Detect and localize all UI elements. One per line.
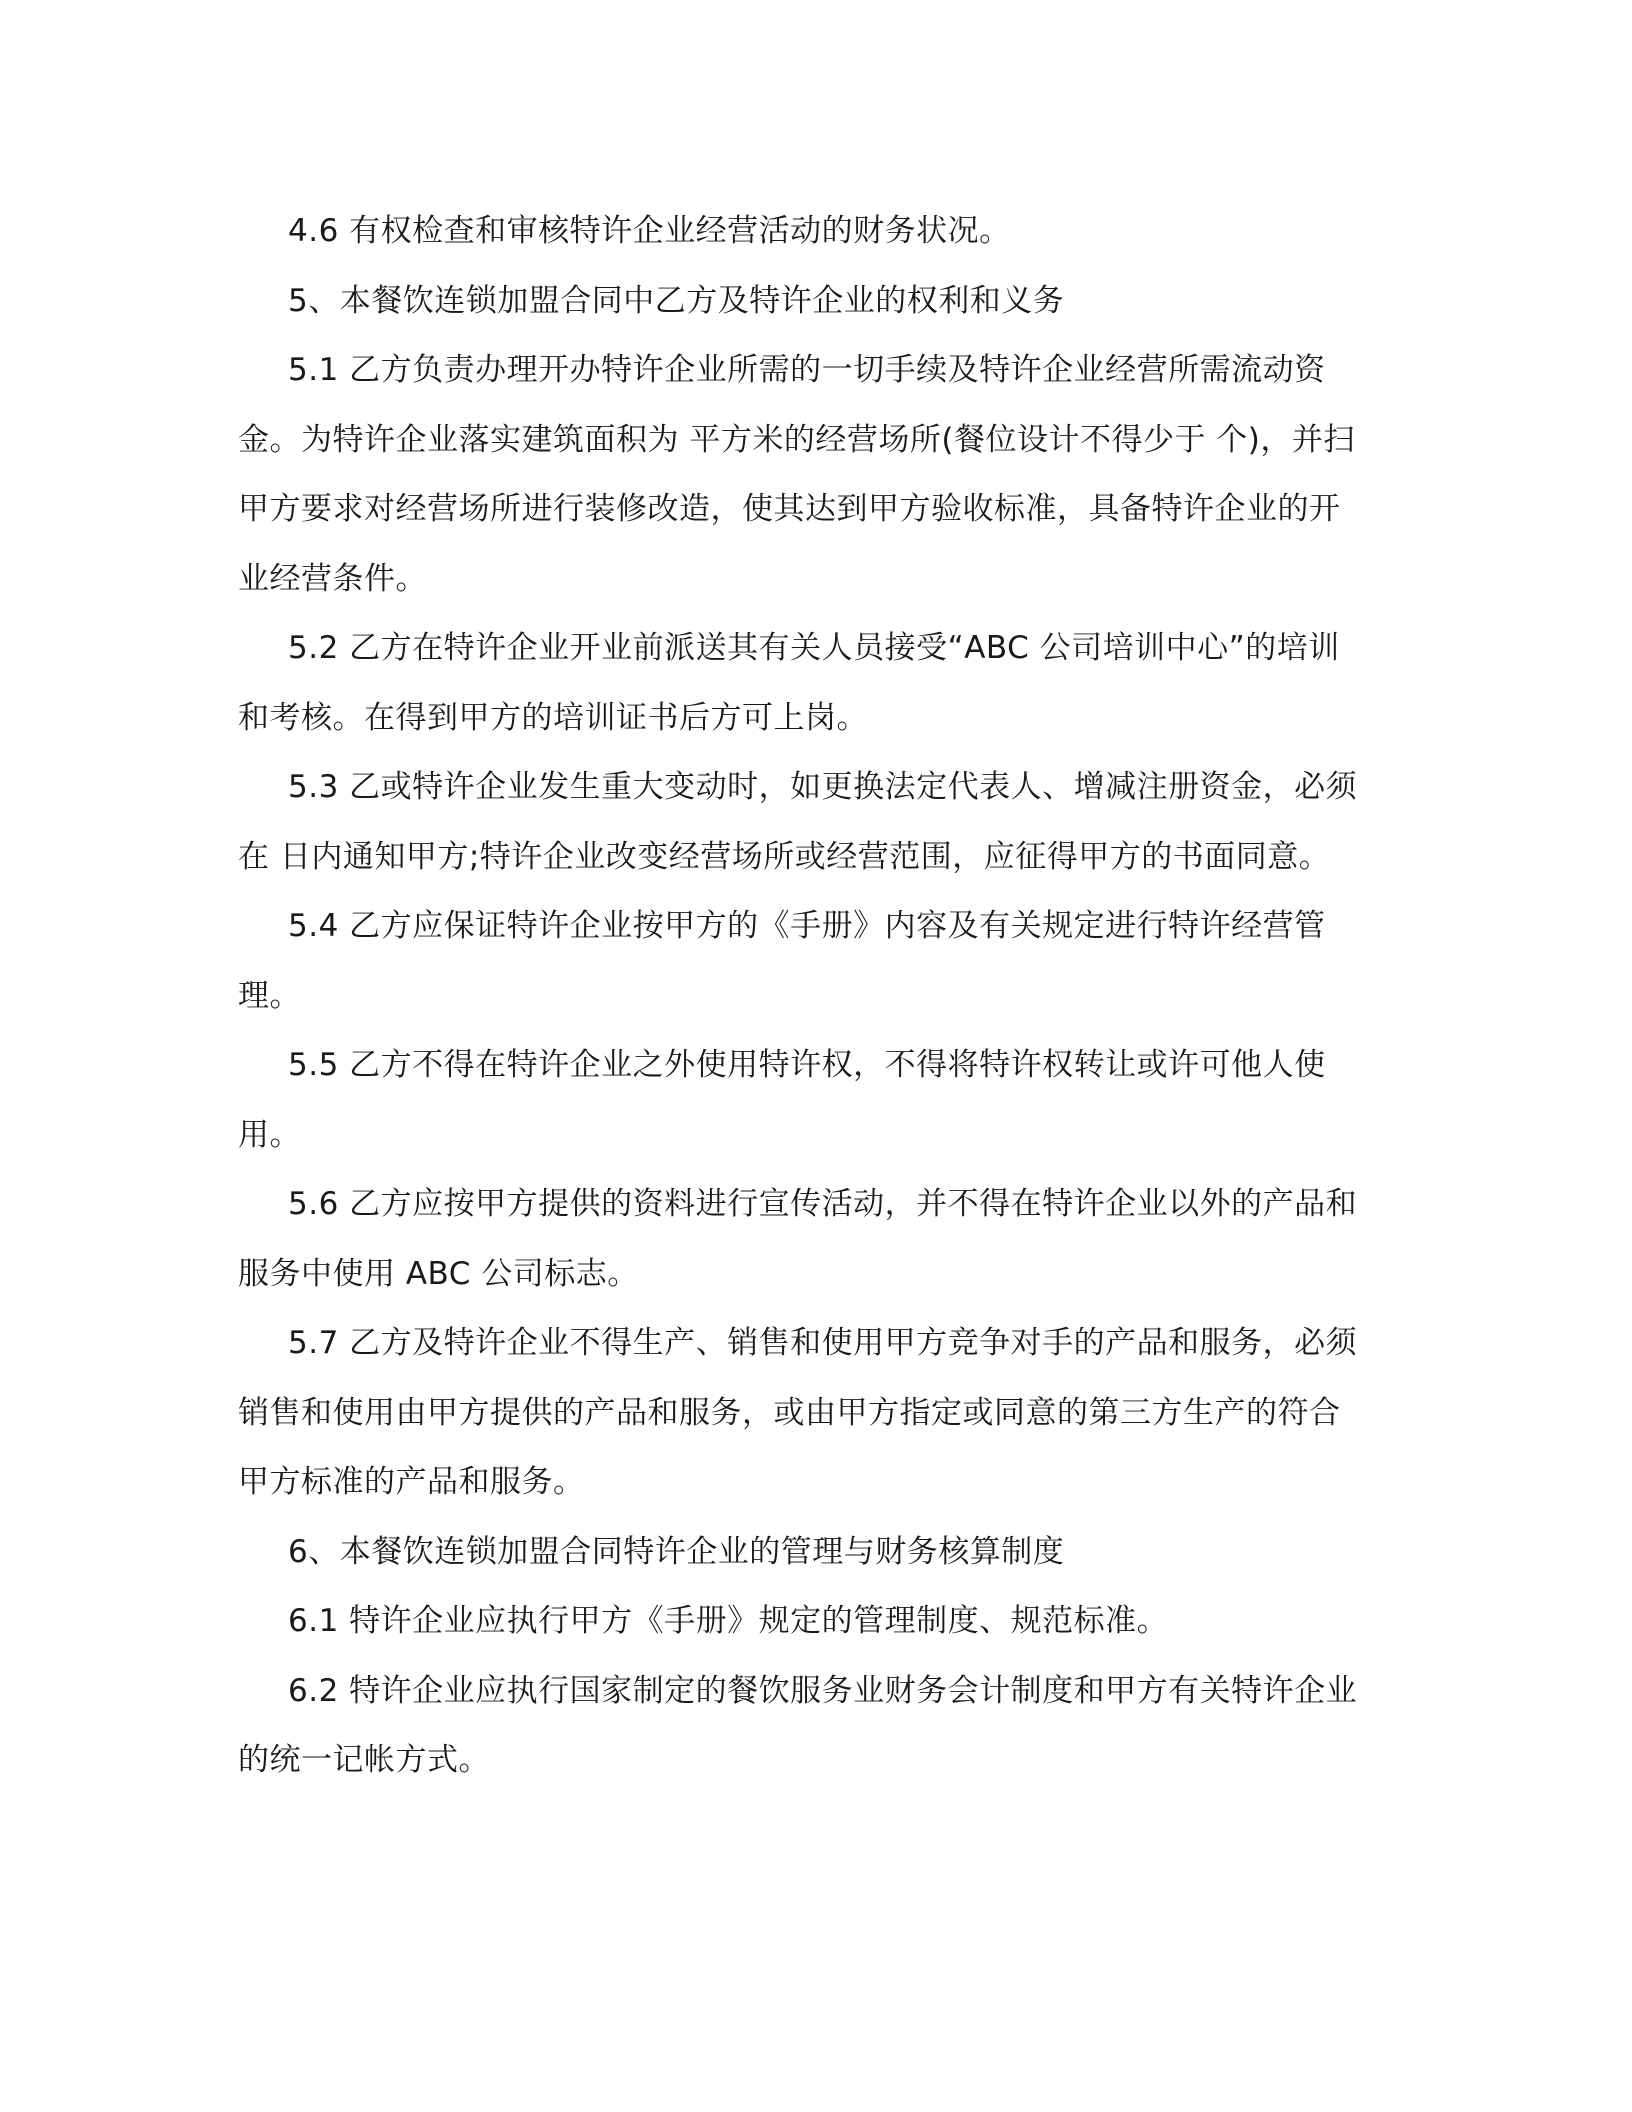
text-line: 5.3 乙或特许企业发生重大变动时，如更换法定代表人、增减注册资金，必须: [288, 769, 1358, 805]
document-body: [238, 197, 1388, 1796]
text-line: 理。: [238, 977, 301, 1014]
text-line: 服务中使用 ABC 公司标志。: [238, 1255, 639, 1292]
text-line: 5.6 乙方应按甲方提供的资料进行宣传活动，并不得在特许企业以外的产品和: [288, 1186, 1358, 1222]
text-line: 和考核。在得到甲方的培训证书后方可上岗。: [238, 699, 868, 736]
text-line: 4.6 有权检查和审核特许企业经营活动的财务状况。: [288, 213, 1011, 249]
text-line: 在 日内通知甲方;特许企业改变经营场所或经营范围，应征得甲方的书面同意。: [238, 838, 1331, 875]
text-line: 5.1 乙方负责办理开办特许企业所需的一切手续及特许企业经营所需流动资: [288, 352, 1326, 388]
text-line: 5.4 乙方应保证特许企业按甲方的《手册》内容及有关规定进行特许经营管: [288, 908, 1326, 944]
text-line: 5.2 乙方在特许企业开业前派送其有关人员接受“ABC 公司培训中心”的培训: [288, 630, 1340, 666]
text-line: 用。: [238, 1116, 301, 1153]
text-line: 甲方标准的产品和服务。: [238, 1464, 585, 1500]
text-line: 5.7 乙方及特许企业不得生产、销售和使用甲方竞争对手的产品和服务，必须: [288, 1325, 1358, 1361]
text-line: 的统一记帐方式。: [238, 1742, 490, 1778]
text-line: 金。为特许企业落实建筑面积为 平方米的经营场所(餐位设计不得少于 个)，并扫: [238, 421, 1355, 458]
section-heading: 6、本餐饮连锁加盟合同特许企业的管理与财务核算制度: [288, 1533, 1065, 1570]
text-line: 5.5 乙方不得在特许企业之外使用特许权，不得将特许权转让或许可他人使: [288, 1047, 1326, 1083]
section-heading: 5、本餐饮连锁加盟合同中乙方及特许企业的权利和义务: [288, 282, 1065, 319]
text-line: 甲方要求对经营场所进行装修改造，使其达到甲方验收标准，具备特许企业的开: [238, 491, 1341, 527]
text-line: 6.2 特许企业应执行国家制定的餐饮服务业财务会计制度和甲方有关特许企业: [288, 1672, 1358, 1709]
text-line: 6.1 特许企业应执行甲方《手册》规定的管理制度、规范标准。: [288, 1603, 1169, 1639]
text-line: 销售和使用由甲方提供的产品和服务，或由甲方指定或同意的第三方生产的符合: [238, 1394, 1341, 1431]
text-line: 业经营条件。: [238, 560, 427, 597]
